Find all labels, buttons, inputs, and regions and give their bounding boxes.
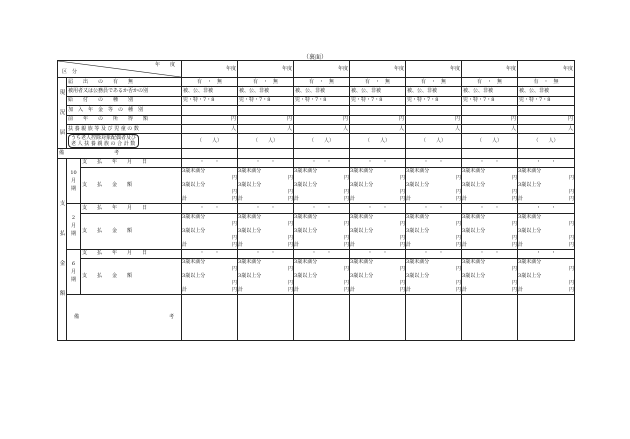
- amount-cell: 3歳未満分 円 3歳以上分 円 計 円: [518, 258, 575, 293]
- date-cell: ・ ・: [462, 249, 518, 258]
- value-cell: 児・特・7・8: [294, 96, 350, 105]
- amount-cell: 3歳未満分 円 3歳以上分 円 計 円: [350, 213, 406, 248]
- date-label: 支 払 年 月 日: [81, 204, 182, 213]
- genkyo-row-5: [58, 124, 575, 133]
- value-cell: [350, 106, 406, 115]
- year-header-cell: 年度: [238, 61, 294, 78]
- amount-label: 支 払 金 額: [81, 213, 182, 249]
- value-cell: 人: [518, 124, 575, 133]
- date-cell: ・ ・: [350, 204, 406, 213]
- kubun-label: 区 分: [62, 69, 78, 75]
- date-cell: ・ ・: [182, 249, 238, 258]
- year-header-cell: 年度: [294, 61, 350, 78]
- remarks-cell: [518, 149, 575, 158]
- date-label: 支 払 年 月 日: [81, 249, 182, 258]
- row-label: [67, 134, 182, 149]
- row-label: 被用者又は公務員であるか否かの別: [67, 87, 182, 96]
- remarks-cell: [406, 149, 462, 158]
- value-cell: 円: [294, 115, 350, 124]
- date-cell: ・ ・: [294, 158, 350, 167]
- value-cell: 有 ・ 無: [182, 78, 238, 87]
- date-cell: ・ ・: [350, 158, 406, 167]
- value-cell: [518, 106, 575, 115]
- date-cell: ・ ・: [294, 204, 350, 213]
- amount-cell: 3歳未満分 円 3歳以上分 円 計 円: [462, 168, 518, 203]
- value-cell: 人: [406, 124, 462, 133]
- value-cell: 被、公、非被: [182, 87, 238, 96]
- value-cell: [182, 106, 238, 115]
- value-cell: 円: [350, 115, 406, 124]
- date-cell: ・ ・: [238, 249, 294, 258]
- shiharai-section-label: 支 払 金 額: [58, 158, 67, 340]
- period-date-row: [58, 204, 575, 213]
- date-label: 支 払 年 月 日: [81, 158, 182, 167]
- date-cell: ・ ・: [406, 204, 462, 213]
- year-header-cell: 年度: [182, 61, 238, 78]
- date-cell: ・ ・: [406, 158, 462, 167]
- row-label: 届 出 の 有 無: [67, 78, 182, 87]
- year-header-cell: 年度: [406, 61, 462, 78]
- value-cell: （ 人）: [518, 134, 575, 149]
- date-cell: ・ ・: [406, 249, 462, 258]
- amount-cell: 3歳未満分 円 3歳以上分 円 計 円: [406, 213, 462, 248]
- value-cell: （ 人）: [350, 134, 406, 149]
- value-cell: 有 ・ 無: [406, 78, 462, 87]
- year-header-cell: 年度: [462, 61, 518, 78]
- value-cell: 有 ・ 無: [294, 78, 350, 87]
- amount-cell: 3歳未満分 円 3歳以上分 円 計 円: [182, 213, 238, 248]
- date-cell: ・ ・: [238, 204, 294, 213]
- remarks-cell: [350, 149, 406, 158]
- amount-cell: 3歳未満分 円 3歳以上分 円 計 円: [238, 213, 294, 248]
- value-cell: 児・特・7・8: [238, 96, 294, 105]
- remarks-cell: [462, 149, 518, 158]
- value-cell: 児・特・7・8: [462, 96, 518, 105]
- remarks-cell: [294, 149, 350, 158]
- value-cell: 円: [406, 115, 462, 124]
- value-cell: 円: [462, 115, 518, 124]
- value-cell: 児・特・7・8: [350, 96, 406, 105]
- amount-label: 支 払 金 額: [81, 168, 182, 204]
- value-cell: 被、公、非被: [518, 87, 575, 96]
- amount-cell: 3歳未満分 円 3歳以上分 円 計 円: [294, 213, 350, 248]
- genkyo-row-0: [58, 78, 575, 87]
- remarks-cell: [406, 294, 462, 340]
- value-cell: （ 人）: [182, 134, 238, 149]
- year-header-cell: 年度: [350, 61, 406, 78]
- remarks-label: 備 考: [58, 149, 182, 158]
- value-cell: 被、公、非被: [406, 87, 462, 96]
- value-cell: 有 ・ 無: [518, 78, 575, 87]
- genkyo-row-6: [58, 134, 575, 149]
- value-cell: 円: [182, 115, 238, 124]
- value-cell: 円: [518, 115, 575, 124]
- remarks-cell: [182, 294, 238, 340]
- amount-cell: 3歳未満分 円 3歳以上分 円 計 円: [406, 258, 462, 293]
- value-cell: 有 ・ 無: [462, 78, 518, 87]
- value-cell: 被、公、非被: [462, 87, 518, 96]
- remarks-cell: [238, 294, 294, 340]
- value-cell: 人: [350, 124, 406, 133]
- amount-cell: 3歳未満分 円 3歳以上分 円 計 円: [462, 213, 518, 248]
- date-cell: ・ ・: [518, 204, 575, 213]
- remarks-cell: [294, 294, 350, 340]
- amount-label: 支 払 金 額: [81, 258, 182, 294]
- amount-cell: 3歳未満分 円 3歳以上分 円 計 円: [238, 258, 294, 293]
- row-label: 前 年 の 所 得 額: [67, 115, 182, 124]
- remarks-cell: [182, 149, 238, 158]
- amount-cell: 3歳未満分 円 3歳以上分 円 計 円: [182, 258, 238, 293]
- year-header-cell: 年度: [518, 61, 575, 78]
- date-cell: ・ ・: [294, 249, 350, 258]
- amount-cell: 3歳未満分 円 3歳以上分 円 計 円: [182, 168, 238, 203]
- header-corner-cell: [58, 61, 182, 78]
- value-cell: 有 ・ 無: [350, 78, 406, 87]
- amount-cell: 3歳未満分 円 3歳以上分 円 計 円: [350, 168, 406, 203]
- date-cell: ・ ・: [238, 158, 294, 167]
- value-cell: 人: [294, 124, 350, 133]
- nendo-label: 年 度: [155, 62, 176, 68]
- value-cell: [238, 106, 294, 115]
- value-cell: 人: [462, 124, 518, 133]
- amount-cell: 3歳未満分 円 3歳以上分 円 計 円: [238, 168, 294, 203]
- amount-cell: 3歳未満分 円 3歳以上分 円 計 円: [406, 168, 462, 203]
- amount-cell: 3歳未満分 円 3歳以上分 円 計 円: [462, 258, 518, 293]
- value-cell: （ 人）: [462, 134, 518, 149]
- amount-cell: 3歳未満分 円 3歳以上分 円 計 円: [294, 258, 350, 293]
- value-cell: [294, 106, 350, 115]
- date-cell: ・ ・: [462, 204, 518, 213]
- value-cell: [462, 106, 518, 115]
- value-cell: 児・特・7・8: [518, 96, 575, 105]
- row-label: 扶 養 親 族 等 及 び 児 童 の 数: [67, 124, 182, 133]
- date-cell: ・ ・: [182, 204, 238, 213]
- shiharai-remarks-row: [58, 294, 575, 340]
- amount-cell: 3歳未満分 円 3歳以上分 円 計 円: [350, 258, 406, 293]
- value-cell: 人: [238, 124, 294, 133]
- amount-cell: 3歳未満分 円 3歳以上分 円 計 円: [518, 213, 575, 248]
- period-date-row: [58, 249, 575, 258]
- value-cell: 被、公、非被: [238, 87, 294, 96]
- sheet-title: （裏面）: [302, 54, 327, 61]
- value-cell: 児・特・7・8: [182, 96, 238, 105]
- date-cell: ・ ・: [462, 158, 518, 167]
- value-cell: （ 人）: [238, 134, 294, 149]
- date-cell: ・ ・: [518, 249, 575, 258]
- amount-cell: 3歳未満分 円 3歳以上分 円 計 円: [294, 168, 350, 203]
- period-month-label: 6 月 期: [67, 249, 81, 294]
- value-cell: （ 人）: [294, 134, 350, 149]
- genkyo-section-label: 現 況 届: [58, 78, 67, 149]
- row-label: 加 入 年 金 等 の 種 別: [67, 106, 182, 115]
- genkyo-row-4: [58, 115, 575, 124]
- date-cell: ・ ・: [182, 158, 238, 167]
- genkyo-remarks-row: [58, 149, 575, 158]
- bracket-label: うち老人控除対象配偶者及び 老 人 扶 養 親 族 の 合 計 数: [68, 134, 139, 148]
- remarks-cell: [238, 149, 294, 158]
- value-cell: 被、公、非被: [350, 87, 406, 96]
- remarks-cell: [462, 294, 518, 340]
- remarks-cell: [350, 294, 406, 340]
- period-date-row: [58, 158, 575, 167]
- date-cell: ・ ・: [518, 158, 575, 167]
- period-month-label: 10 月 期: [67, 158, 81, 203]
- value-cell: [406, 106, 462, 115]
- value-cell: 児・特・7・8: [406, 96, 462, 105]
- date-cell: ・ ・: [350, 249, 406, 258]
- benefit-record-table: [57, 60, 575, 341]
- remarks-label: 備 考: [67, 294, 182, 340]
- header-row: [58, 61, 575, 78]
- value-cell: 有 ・ 無: [238, 78, 294, 87]
- value-cell: 被、公、非被: [294, 87, 350, 96]
- genkyo-row-1: [58, 87, 575, 96]
- value-cell: 円: [238, 115, 294, 124]
- genkyo-row-3: [58, 106, 575, 115]
- remarks-cell: [518, 294, 575, 340]
- genkyo-row-2: [58, 96, 575, 105]
- value-cell: 人: [182, 124, 238, 133]
- amount-cell: 3歳未満分 円 3歳以上分 円 計 円: [518, 168, 575, 203]
- row-label: 給 付 の 種 別: [67, 96, 182, 105]
- value-cell: （ 人）: [406, 134, 462, 149]
- period-month-label: 2 月 期: [67, 204, 81, 249]
